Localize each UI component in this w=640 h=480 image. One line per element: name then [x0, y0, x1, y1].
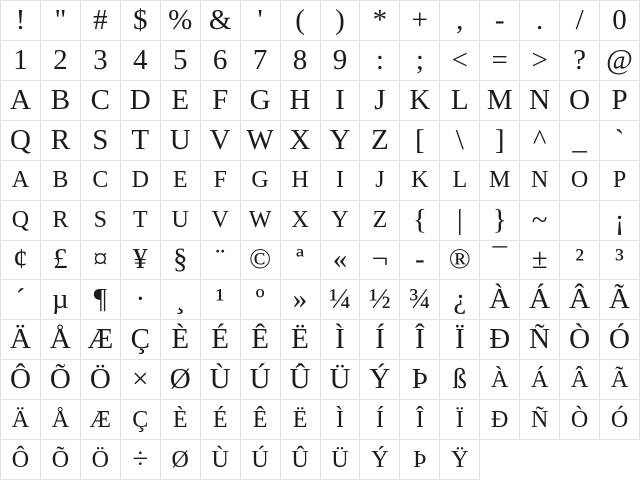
glyph-cell[interactable]: ´ — [1, 280, 41, 320]
glyph-cell[interactable]: Æ — [81, 320, 121, 360]
glyph-cell[interactable]: Ú — [241, 440, 281, 480]
glyph-cell[interactable]: P — [600, 161, 640, 201]
glyph-cell[interactable]: W — [241, 201, 281, 241]
glyph-cell[interactable]: & — [201, 1, 241, 41]
glyph-cell[interactable]: O — [560, 81, 600, 121]
glyph-cell[interactable]: : — [360, 41, 400, 81]
glyph-cell[interactable]: ; — [400, 41, 440, 81]
glyph-cell[interactable]: Ú — [241, 360, 281, 400]
glyph-cell[interactable]: T — [121, 121, 161, 161]
glyph-cell[interactable]: À — [480, 280, 520, 320]
glyph-cell[interactable]: Û — [281, 360, 321, 400]
glyph-cell[interactable]: Ï — [440, 400, 480, 440]
glyph-cell[interactable]: Y — [321, 121, 361, 161]
glyph-cell[interactable]: X — [281, 201, 321, 241]
glyph-cell[interactable]: R — [41, 121, 81, 161]
glyph-cell[interactable]: Ü — [321, 440, 361, 480]
glyph-cell[interactable]: # — [81, 1, 121, 41]
glyph-cell[interactable]: K — [400, 81, 440, 121]
glyph-cell[interactable]: ¶ — [81, 280, 121, 320]
glyph-cell[interactable]: 5 — [161, 41, 201, 81]
glyph-cell[interactable]: £ — [41, 241, 81, 281]
glyph-cell[interactable]: Á — [520, 360, 560, 400]
glyph-cell[interactable]: - — [400, 241, 440, 281]
glyph-cell[interactable]: Ç — [121, 400, 161, 440]
glyph-cell[interactable]: Z — [360, 201, 400, 241]
glyph-cell[interactable]: , — [440, 1, 480, 41]
glyph-cell[interactable]: L — [440, 81, 480, 121]
glyph-cell[interactable]: - — [480, 1, 520, 41]
glyph-cell[interactable]: ¤ — [81, 241, 121, 281]
glyph-cell[interactable]: Ì — [321, 400, 361, 440]
glyph-cell[interactable]: A — [1, 81, 41, 121]
glyph-cell[interactable]: ¨ — [201, 241, 241, 281]
glyph-cell[interactable]: B — [41, 81, 81, 121]
glyph-cell[interactable]: ^ — [520, 121, 560, 161]
glyph-cell[interactable]: Ê — [241, 400, 281, 440]
glyph-cell[interactable]: © — [241, 241, 281, 281]
glyph-cell[interactable]: S — [81, 121, 121, 161]
glyph-cell[interactable]: R — [41, 201, 81, 241]
glyph-cell[interactable]: 0 — [600, 1, 640, 41]
glyph-cell[interactable]: § — [161, 241, 201, 281]
glyph-cell[interactable]: Ô — [1, 440, 41, 480]
glyph-cell[interactable]: Q — [1, 121, 41, 161]
glyph-cell[interactable]: Ñ — [520, 320, 560, 360]
glyph-cell[interactable]: \ — [440, 121, 480, 161]
glyph-cell[interactable]: µ — [41, 280, 81, 320]
glyph-cell[interactable]: ` — [600, 121, 640, 161]
glyph-cell[interactable]: ¯ — [480, 241, 520, 281]
glyph-cell[interactable]: B — [41, 161, 81, 201]
glyph-cell[interactable]: Ã — [600, 360, 640, 400]
glyph-cell[interactable]: G — [241, 81, 281, 121]
glyph-cell[interactable]: Å — [41, 400, 81, 440]
glyph-cell[interactable]: . — [520, 1, 560, 41]
glyph-cell[interactable]: « — [321, 241, 361, 281]
glyph-cell[interactable]: U — [161, 201, 201, 241]
glyph-cell[interactable]: V — [201, 201, 241, 241]
glyph-cell[interactable]: S — [81, 201, 121, 241]
glyph-cell[interactable]: ¹ — [201, 280, 241, 320]
glyph-cell[interactable]: 1 — [1, 41, 41, 81]
glyph-cell[interactable]: J — [360, 161, 400, 201]
glyph-cell[interactable]: D — [121, 161, 161, 201]
glyph-cell[interactable]: G — [241, 161, 281, 201]
glyph-cell[interactable]: Ò — [560, 400, 600, 440]
glyph-cell[interactable]: L — [440, 161, 480, 201]
glyph-cell[interactable]: ª — [281, 241, 321, 281]
glyph-cell[interactable]: ³ — [600, 241, 640, 281]
glyph-cell[interactable]: U — [161, 121, 201, 161]
glyph-cell[interactable]: Ü — [321, 360, 361, 400]
glyph-cell[interactable]: $ — [121, 1, 161, 41]
glyph-cell[interactable]: ) — [321, 1, 361, 41]
glyph-cell[interactable]: P — [600, 81, 640, 121]
glyph-cell[interactable]: 9 — [321, 41, 361, 81]
glyph-cell[interactable]: Ï — [440, 320, 480, 360]
glyph-cell[interactable]: É — [201, 400, 241, 440]
glyph-cell[interactable]: ® — [440, 241, 480, 281]
glyph-cell[interactable]: [ — [400, 121, 440, 161]
glyph-cell[interactable]: Ð — [480, 400, 520, 440]
glyph-cell[interactable]: Â — [560, 280, 600, 320]
glyph-cell[interactable]: ] — [480, 121, 520, 161]
glyph-cell[interactable]: 3 — [81, 41, 121, 81]
glyph-cell[interactable]: ! — [1, 1, 41, 41]
glyph-cell[interactable]: ~ — [520, 201, 560, 241]
glyph-cell[interactable]: 8 — [281, 41, 321, 81]
glyph-cell[interactable]: ¥ — [121, 241, 161, 281]
glyph-cell[interactable]: A — [1, 161, 41, 201]
glyph-cell[interactable]: F — [201, 81, 241, 121]
glyph-cell[interactable]: / — [560, 1, 600, 41]
glyph-cell[interactable]: I — [321, 81, 361, 121]
glyph-cell[interactable]: Õ — [41, 360, 81, 400]
glyph-cell[interactable]: Á — [520, 280, 560, 320]
glyph-cell[interactable]: Ì — [321, 320, 361, 360]
glyph-cell[interactable]: Ö — [81, 440, 121, 480]
glyph-cell[interactable]: + — [400, 1, 440, 41]
glyph-cell[interactable]: ÷ — [121, 440, 161, 480]
glyph-cell[interactable]: À — [480, 360, 520, 400]
glyph-cell[interactable]: V — [201, 121, 241, 161]
glyph-cell[interactable]: Ë — [281, 400, 321, 440]
glyph-cell[interactable]: C — [81, 161, 121, 201]
glyph-cell[interactable]: Ä — [1, 400, 41, 440]
glyph-cell[interactable]: Õ — [41, 440, 81, 480]
glyph-cell[interactable]: Ä — [1, 320, 41, 360]
glyph-cell[interactable]: ² — [560, 241, 600, 281]
glyph-cell[interactable]: X — [281, 121, 321, 161]
glyph-cell[interactable]: E — [161, 81, 201, 121]
glyph-cell[interactable]: Ç — [121, 320, 161, 360]
glyph-cell[interactable]: N — [520, 161, 560, 201]
glyph-cell[interactable]: { — [400, 201, 440, 241]
glyph-cell[interactable]: Å — [41, 320, 81, 360]
glyph-cell[interactable]: Ð — [480, 320, 520, 360]
glyph-cell[interactable]: ¾ — [400, 280, 440, 320]
glyph-cell[interactable]: Æ — [81, 400, 121, 440]
glyph-cell[interactable]: Û — [281, 440, 321, 480]
glyph-cell[interactable]: M — [480, 161, 520, 201]
glyph-cell[interactable]: @ — [600, 41, 640, 81]
glyph-cell[interactable]: Y — [321, 201, 361, 241]
glyph-cell[interactable]: F — [201, 161, 241, 201]
glyph-cell[interactable]: ± — [520, 241, 560, 281]
glyph-cell[interactable]: · — [121, 280, 161, 320]
glyph-cell[interactable]: Þ — [400, 360, 440, 400]
glyph-cell[interactable]: E — [161, 161, 201, 201]
glyph-cell[interactable]: ½ — [360, 280, 400, 320]
glyph-cell[interactable]: Q — [1, 201, 41, 241]
glyph-cell[interactable]: ß — [440, 360, 480, 400]
glyph-cell[interactable]: _ — [560, 121, 600, 161]
glyph-cell[interactable]: 7 — [241, 41, 281, 81]
glyph-cell[interactable]: Ÿ — [440, 440, 480, 480]
glyph-cell[interactable]: * — [360, 1, 400, 41]
glyph-cell[interactable]: Ø — [161, 440, 201, 480]
glyph-cell[interactable]: Þ — [400, 440, 440, 480]
glyph-cell[interactable]: ' — [241, 1, 281, 41]
glyph-cell[interactable]: < — [440, 41, 480, 81]
glyph-cell[interactable]: ( — [281, 1, 321, 41]
glyph-cell[interactable]: × — [121, 360, 161, 400]
glyph-cell[interactable]: Ò — [560, 320, 600, 360]
glyph-cell[interactable]: Ô — [1, 360, 41, 400]
glyph-cell[interactable]: ¿ — [440, 280, 480, 320]
glyph-cell[interactable]: Â — [560, 360, 600, 400]
glyph-cell[interactable]: Ø — [161, 360, 201, 400]
glyph-cell[interactable]: È — [161, 400, 201, 440]
glyph-cell[interactable]: É — [201, 320, 241, 360]
glyph-cell[interactable]: Ñ — [520, 400, 560, 440]
glyph-cell[interactable]: Ó — [600, 400, 640, 440]
glyph-cell[interactable]: 4 — [121, 41, 161, 81]
glyph-cell[interactable]: ¬ — [360, 241, 400, 281]
glyph-cell[interactable]: > — [520, 41, 560, 81]
glyph-cell[interactable]: Ê — [241, 320, 281, 360]
glyph-cell[interactable]: % — [161, 1, 201, 41]
glyph-cell[interactable]: ? — [560, 41, 600, 81]
glyph-cell[interactable]: Í — [360, 400, 400, 440]
glyph-cell[interactable]: } — [480, 201, 520, 241]
glyph-cell[interactable]: Í — [360, 320, 400, 360]
glyph-cell[interactable]: ¼ — [321, 280, 361, 320]
glyph-cell[interactable]: K — [400, 161, 440, 201]
glyph-cell[interactable]: Ã — [600, 280, 640, 320]
glyph-cell[interactable]: N — [520, 81, 560, 121]
glyph-cell[interactable]: Î — [400, 400, 440, 440]
glyph-cell[interactable]: Ù — [201, 440, 241, 480]
glyph-cell[interactable]: ¸ — [161, 280, 201, 320]
glyph-cell[interactable]: = — [480, 41, 520, 81]
glyph-cell[interactable]: Î — [400, 320, 440, 360]
glyph-cell[interactable]: 6 — [201, 41, 241, 81]
glyph-cell[interactable]: ¢ — [1, 241, 41, 281]
glyph-cell[interactable]: Ó — [600, 320, 640, 360]
glyph-cell[interactable]: I — [321, 161, 361, 201]
glyph-cell[interactable]: Ý — [360, 360, 400, 400]
glyph-cell[interactable]: H — [281, 161, 321, 201]
glyph-cell[interactable]: Ö — [81, 360, 121, 400]
glyph-cell[interactable]: Ù — [201, 360, 241, 400]
glyph-cell[interactable]: È — [161, 320, 201, 360]
glyph-cell[interactable]: ¡ — [600, 201, 640, 241]
glyph-cell[interactable]: Z — [360, 121, 400, 161]
glyph-cell[interactable]: O — [560, 161, 600, 201]
glyph-cell[interactable]: W — [241, 121, 281, 161]
glyph-cell[interactable]: Ë — [281, 320, 321, 360]
glyph-cell[interactable]: C — [81, 81, 121, 121]
glyph-cell[interactable]: » — [281, 280, 321, 320]
glyph-cell[interactable]: J — [360, 81, 400, 121]
glyph-cell[interactable]: 2 — [41, 41, 81, 81]
glyph-cell[interactable]: | — [440, 201, 480, 241]
glyph-cell[interactable]: H — [281, 81, 321, 121]
glyph-cell[interactable]: T — [121, 201, 161, 241]
glyph-cell[interactable]: M — [480, 81, 520, 121]
glyph-cell[interactable]: Ý — [360, 440, 400, 480]
glyph-cell[interactable]: " — [41, 1, 81, 41]
glyph-cell[interactable]: D — [121, 81, 161, 121]
glyph-cell[interactable]: º — [241, 280, 281, 320]
glyph-cell[interactable] — [560, 201, 600, 241]
